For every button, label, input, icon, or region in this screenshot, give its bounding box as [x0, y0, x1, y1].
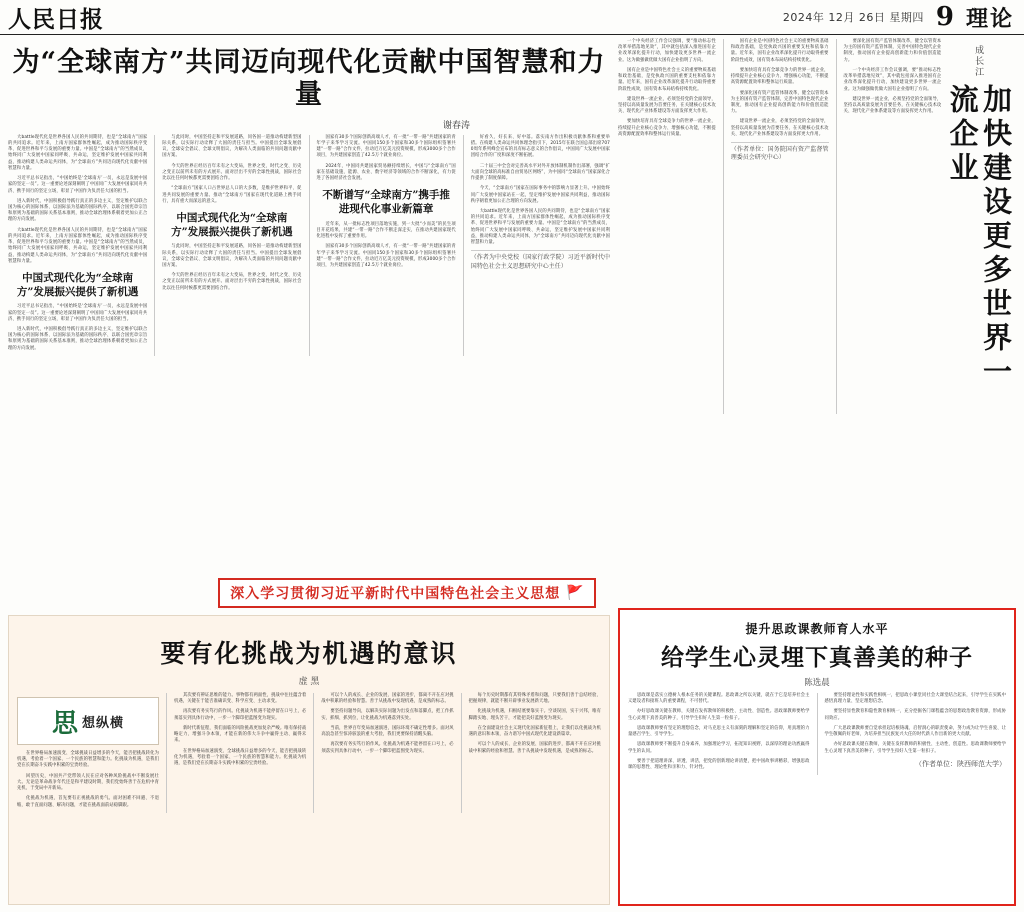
masthead-right	[783, 2, 1014, 33]
paragraph: 国有企业是中国特色社会主义的重要物质基础和政治基础，是党执政兴国的重要支柱和依靠力量。近年来，国有企业改革深化提升行动取得重要阶段性成效，国有资本布局结构持续优化。	[730, 39, 829, 63]
paragraph: 要坚持显性教育和隐性教育相统一，充分挖掘各门课程蕴含的思想政治教育资源，形成协同效应。	[824, 709, 1006, 721]
paragraph: 今天，“全球南方”国家在国际事务中的影响力显著上升。中国始终同广大发展中国家站在一起，坚定维护发展中国家共同利益，推动国际秩序朝着更加公正合理的方向发展。	[470, 186, 610, 204]
feature-column-2	[174, 693, 306, 813]
paragraph: 习近平总书记指出，“中国始终是‘全球南方’一员，永远是发展中国家的坚定一员”。这一重要论述深刻阐明了中国同广大发展中国家同舟共济、携手同行的坚定立场，彰显了中国作为负责任大国的担当。	[8, 304, 148, 322]
paragraph: 再次要有务实笃行的作风。化挑战为机遇不能停留在口号上，必须落实到具体行动中，一步一个脚印把蓝图变为现实。	[174, 709, 307, 721]
lead-article-columns	[8, 135, 610, 356]
paragraph: 与此同时，中国坚持走和平发展道路，同各国一道推动构建新型国际关系，以实际行动诠释了大国的责任与担当。中国提出全球发展倡议、全球安全倡议、全球文明倡议，为解决人类面临的共同问题贡献中国方案。	[162, 134, 302, 159]
paragraph: 在世界格局加速演变、全球挑战日益增多的今天，能否把挑战转化为机遇，考验着一个国家、一个民族的智慧和能力。化挑战为机遇，是我们党在长期奋斗实践中积累的宝贵经验。	[17, 751, 159, 769]
paragraph: 可以个人的成长、企业的发展、国家的进步，都离不开在应对挑战中积累的经验和智慧。善于从挑战中发现机遇，是成熟的标志。	[321, 693, 454, 705]
paragraph: 要深化国有资产监管体制改革，健全以管资本为主的国有资产监管体制，完善中国特色现代企业制度，推动国有企业提高创新能力和价值创造能力。	[730, 90, 829, 115]
paragraph: 思政课教师要有坚定的理想信念，对马克思主义有深刻的理解和坚定的信仰，用真理的力量感召学生、引导学生。	[628, 725, 810, 738]
lead-subheadline-3: 不断谱写“全球南方”携手推进现代化事业新篇章	[322, 189, 450, 216]
campaign-banner[interactable]	[218, 578, 596, 608]
badge-main-char: 思	[51, 708, 78, 739]
badge-sub-text: 想纵横	[82, 715, 125, 731]
paragraph: 办好思政课关键在教师，关键在发挥教师的积极性、主动性、创造性。思政课教师要给学生心灵埋下真善美的种子，引导学生扣好人生第一粒扣子。	[628, 709, 810, 721]
paragraph: 习近平总书记指出，“中国始终是‘全球南方’一员，永远是发展中国家的坚定一员”。这一重要论述深刻阐明了中国同广大发展中国家同舟共济、携手同行的坚定立场，彰显了中国作为负责任大国的担当。	[8, 176, 148, 194]
feature-byline: 虚 黑	[298, 677, 320, 687]
right-column-1	[618, 39, 716, 414]
boxed-byline: 陈选晨	[804, 678, 830, 688]
lead-column-4	[471, 135, 610, 356]
paragraph: 要深化国有资产监管体制改革，健全以管资本为主的国有资产监管体制，完善中国特色现代企业制度，推动国有企业提高创新能力和价值创造能力。	[843, 39, 942, 63]
page-number: 9	[935, 2, 954, 32]
paragraph: 当前，世界百年变局加速演进，国际环境不确定性增多。面对风高浪急甚至惊涛骇浪的重大考验，我们更要保持清醒头脑。	[321, 725, 454, 738]
right-article-columns	[618, 39, 941, 414]
paragraph: 化挑战为机遇，首先要有正视挑战的勇气。面对困难不回避、不退缩，敢于直面问题、解决问题，才能在挑战面前站稳脚跟。	[17, 796, 159, 808]
column-divider	[836, 39, 837, 414]
lead-footer-note: （作者为中央党校（国家行政学院）习近平新时代中国特色社会主义思想研究中心主任）	[470, 254, 610, 270]
right-article-byline: 成长江	[973, 45, 984, 78]
paragraph: “全球南方”国家人口占世界总人口的大多数，是维护世界和平、促进共同发展的重要力量。推动“全球南方”国家在现代化道路上携手同行，具有重大而深远的意义。	[162, 186, 302, 204]
boxed-title: 给学生心灵埋下真善美的种子	[661, 644, 973, 671]
lead-footer-note-wrap	[471, 250, 610, 271]
paragraph: 今天的世界正经历百年未有之大变局，世界之变、时代之变、历史之变正以前所未有的方式展开。面对层出不穷的全球性挑战，国际社会比以往任何时候都更需要团结合作。	[162, 273, 302, 291]
boxed-columns	[628, 693, 1006, 775]
column-logo-badge	[17, 697, 159, 745]
column-divider	[461, 693, 462, 813]
boxed-article	[618, 608, 1016, 906]
paragraph: 二十届三中全会对完善高水平对外开放体制机制作出部署，强调“扩大面向全球的高标准自由贸易区网络”，为中国同“全球南方”国家深化合作提供了制度保障。	[470, 163, 610, 182]
column-divider	[309, 135, 310, 356]
column-divider	[463, 135, 464, 356]
boxed-column-2	[825, 693, 1007, 775]
paragraph: 广大思政课教师要自觉承担起培根铸魂、启智润心的职责使命，努力成为让学生喜爱、让学生敬佩的好老师，为培养担当民族复兴大任的时代新人作出新的更大贡献。	[824, 725, 1006, 738]
lead-subheadline-1: 中国式现代化为“全球南方”发展振兴提供了新机遇	[16, 271, 139, 299]
feature-column-4	[469, 693, 601, 813]
paragraph: 要善于把道理讲深、讲透、讲活，把党的创新理论讲清楚，把中国故事讲精彩，增强思政课的思想性、理论性和亲和力、针对性。	[628, 758, 810, 770]
paragraph: 建设世界一流企业，必须坚持党的全面领导，坚持以高质量发展为首要任务，在关键核心技术攻关、现代化产业体系建设等方面发挥更大作用。	[843, 96, 942, 115]
paragraph: 大battle现代化是世界各国人民的共同期待，也是“全球南方”国家的共同追求。近年来，上南方国家群体性崛起，成为推动国际秩序变革、促进世界和平与发展的重要力量。中国是“全球南方”的当然成员，始终同广大发展中国家同呼吸、共命运，坚定维护发展中国家共同利益，推动构建人类命运共同体，为“全球南方”共同迈向现代化贡献中国智慧和力量。	[8, 134, 148, 171]
paragraph: 要加快培育具有全球竞争力的世界一流企业，持续提升企业核心竞争力、增强核心功能，不断提高资源配置效率和整体运行质量。	[730, 67, 829, 86]
paragraph: 国家有30多个国际创新高端人才，有一批“一带一路”共建国家的青年学子来华学习交流。中国同150多个国家和30多个国际组织签署共建“一带一路”合作文件，拉动近万亿美元投资规模，形成3000多个合作项目，为共建国家创造了42.5万个就业岗位。	[316, 134, 456, 159]
paragraph: 其次要有辨证思维的能力。事物都有两面性，挑战中往往蕴含着机遇，关键在于能否准确识变、科学应变、主动求变。	[174, 693, 307, 705]
right-column-3	[844, 39, 942, 414]
column-divider	[723, 39, 724, 414]
boxed-column-1	[628, 693, 810, 775]
boxed-kicker: 提升思政课教师育人水平	[745, 622, 889, 636]
right-footer-note-wrap	[731, 142, 829, 163]
column-divider	[817, 693, 818, 775]
paragraph: 国有企业是中国特色社会主义的重要物质基础和政治基础，是党执政兴国的重要支柱和依靠力量。近年来，国有企业改革深化提升行动取得重要阶段性成效，国有资本布局结构持续优化。	[618, 67, 716, 92]
paragraph: 办好思政课关键在教师，关键在发挥教师的积极性、主动性、创造性。思政课教师要给学生心灵埋下真善美的种子，引导学生扣好人生第一粒扣子。	[824, 742, 1006, 754]
lead-column-2	[162, 135, 301, 356]
newspaper-logo: 人民日报	[8, 5, 104, 33]
paragraph: 近年来，从一批标志性项目落地实施，到一大批“小而美”的民生项目开花结果，共建“一带一路”合作不断走深走实，在推动共建国家现代化进程中发挥了重要作用。	[316, 221, 456, 240]
column-divider	[166, 693, 167, 813]
feature-columns	[17, 693, 601, 813]
campaign-banner-text: 深入学习贯彻习近平新时代中国特色社会主义思想	[230, 586, 561, 602]
lead-byline: 谢春涛	[442, 120, 470, 131]
paragraph: 进入新时代，中国积极倡导践行真正的多边主义，坚定维护以联合国为核心的国际体系、以国际法为基础的国际秩序、以联合国宪章宗旨和原则为基础的国际关系基本准则，推动全球治理体系朝着更加公正合理的方向发展。	[8, 326, 148, 351]
lead-column-3	[317, 135, 456, 356]
paragraph: 建设世界一流企业，必须坚持党的全面领导，坚持以高质量发展为首要任务，在关键核心技术攻关、现代化产业体系建设等方面发挥更大作用。	[730, 119, 829, 137]
feature-column-1	[17, 693, 159, 813]
paragraph: 要坚持理论性和实践性相统一，把思政小课堂同社会大课堂结合起来，引导学生在实践中感悟真理力量、坚定理想信念。	[824, 693, 1006, 705]
feature-article	[8, 615, 610, 905]
right-footer-note: （作者单位：国务院国有资产监督管理委员会研究中心）	[730, 146, 829, 162]
paragraph: 化挑战为机遇，归根结底要靠实干。空谈误国，实干兴邦，唯有脚踏实地、埋头苦干，才能把美好蓝图变为现实。	[468, 709, 601, 721]
paragraph: 新时代新征程，我们面临的风险挑战更加复杂严峻。唯有保持战略定力、增强斗争本领，才能在新的伟大斗争中赢得主动、赢得未来。	[174, 725, 307, 744]
paragraph: 要加快培育具有全球竞争力的世界一流企业，持续提升企业核心竞争力、增强核心功能，不断提高资源配置效率和整体运行质量。	[618, 119, 716, 137]
feature-column-3	[321, 693, 453, 813]
paragraph: 在全面建设社会主义现代化国家新征程上，让我们以化挑战为机遇的意识和本领，奋力谱写中国式现代化建设新篇章。	[468, 725, 601, 738]
paragraph: 今天的世界正经历百年未有之大变局，世界之变、时代之变、历史之变正以前所未有的方式展开。面对层出不穷的全球性挑战，国际社会比以往任何时候都更需要团结合作。	[162, 163, 302, 182]
paragraph: 思政课教师要不断提升自身素养，加强理论学习，拓宽知识视野，以深厚的理论功底赢得学生的认同。	[628, 742, 810, 754]
lead-headline: 为“全球南方”共同迈向现代化贡献中国智慧和力量	[12, 47, 606, 111]
paragraph: 要坚持问题导向，以解决实际问题为出发点和落脚点，把工作抓实、抓细、抓到位，让化挑战为机遇落到实处。	[321, 709, 454, 721]
paragraph: 再次要有务实笃行的作风。化挑战为机遇不能停留在口号上，必须落实到具体行动中，一步一个脚印把蓝图变为现实。	[321, 742, 454, 754]
section-name: 理论	[965, 5, 1014, 32]
right-column-2	[731, 39, 829, 414]
paragraph: 在世界格局加速演变、全球挑战日益增多的今天，能否把挑战转化为机遇，考验着一个国家、一个民族的智慧和能力。化挑战为机遇，是我们党在长期奋斗实践中积累的宝贵经验。	[174, 748, 307, 766]
paragraph: 可以个人的成长、企业的发展、国家的进步，都离不开在应对挑战中积累的经验和智慧。善于从挑战中发现机遇，是成熟的标志。	[468, 742, 601, 754]
paragraph: 进入新时代，中国积极倡导践行真正的多边主义，坚定维护以联合国为核心的国际体系、以国际法为基础的国际秩序、以联合国宪章宗旨和原则为基础的国际关系基本准则，推动全球治理体系朝着更加公正合理的方向发展。	[8, 198, 148, 223]
paragraph: 大battle现代化是世界各国人民的共同期待，也是“全球南方”国家的共同追求。近年来，上南方国家群体性崛起，成为推动国际秩序变革、促进世界和平与发展的重要力量。中国是“全球南方”的当然成员，始终同广大发展中国家同呼吸、共命运，坚定维护发展中国家共同利益，推动构建人类命运共同体，为“全球南方”共同迈向现代化贡献中国智慧和力量。	[470, 208, 610, 246]
feature-title: 要有化挑战为机遇的意识	[160, 639, 458, 668]
paragraph: 2024年，中国同共建国家贸易额持续增长，中国与“全球南方”国家在基础设施、能源、农业、数字经济等领域的合作不断深化，有力促进了各国经济社会发展。	[316, 163, 456, 182]
paragraph: 好看久、好长来、好中落。落实南方作出积极贡献体系和重要举措。在构建人类命运共同体理念指引下，2015年在联合国总部出席7070周年系列峰会宣布的具有标志意义的合作倡议，中国同广大发展中国家团结合作的广度和深度不断拓展。	[470, 134, 610, 159]
paragraph: 一个中央经济工作会议强调，要“推动标志性改革举措落地见效”，其中就包括深入推进国有企业改革深化提升行动，加快建设更多世界一流企业。这为做强做优做大国有企业指明了方向。	[843, 67, 942, 92]
paragraph: 与此同时，中国坚持走和平发展道路，同各国一道推动构建新型国际关系，以实际行动诠释了大国的责任与担当。中国提出全球发展倡议、全球安全倡议、全球文明倡议，为解决人类面临的共同问题贡献中国方案。	[162, 244, 302, 268]
paragraph: 建设世界一流企业，必须坚持党的全面领导，坚持以高质量发展为首要任务，在关键核心技术攻关、现代化产业体系建设等方面发挥更大作用。	[618, 96, 716, 115]
paragraph: 每个历史时期都有其特殊矛盾和问题，只要我们善于总结经验、把握规律，就能不断开辟事业发展新天地。	[468, 693, 601, 705]
paragraph: 国家有30多个国际创新高端人才，有一批“一带一路”共建国家的青年学子来华学习交流。中国同150多个国家和30多个国际组织签署共建“一带一路”合作文件，拉动近万亿美元投资规模，形成3000多个合作项目，为共建国家创造了42.5万个就业岗位。	[316, 244, 456, 268]
right-article-title: 加快建设更多世界一流企业	[945, 84, 1013, 390]
paragraph: 一个中央经济工作会议强调，要“推动标志性改革举措落地见效”，其中就包括深入推进国有企业改革深化提升行动，加快建设更多世界一流企业。这为做强做优做大国有企业指明了方向。	[618, 39, 716, 63]
issue-date: 2024年 12月 26日 星期四	[782, 11, 924, 24]
lead-column-1	[8, 135, 147, 356]
paragraph: 大battle现代化是世界各国人民的共同期待，也是“全球南方”国家的共同追求。近年来，上南方国家群体性崛起，成为推动国际秩序变革、促进世界和平与发展的重要力量。中国是“全球南方”的当然成员，始终同广大发展中国家同呼吸、共命运，坚定维护发展中国家共同利益，推动构建人类命运共同体，为“全球南方”共同迈向现代化贡献中国智慧和力量。	[8, 227, 148, 264]
boxed-footer-note: （作者单位：陕西师范大学）	[915, 759, 1006, 768]
lead-subheadline-2: 中国式现代化为“全球南方”发展振兴提供了新机遇	[171, 211, 293, 239]
flag-icon: 🚩	[566, 585, 584, 601]
column-divider	[154, 135, 155, 356]
paragraph: 回望历史，中国共产党带领人民在应对各种风险挑战中不断发展壮大。无论是革命战争年代还是和平建设时期，我们党始终善于在危机中育先机、于变局中开新局。	[17, 773, 159, 792]
masthead	[0, 0, 1024, 35]
paragraph: 思政课是落实立德树人根本任务的关键课程。思政课之所以关键，就在于它是培养社会主义建设者和接班人的重要课程，不可替代。	[628, 693, 810, 705]
column-divider	[313, 693, 314, 813]
